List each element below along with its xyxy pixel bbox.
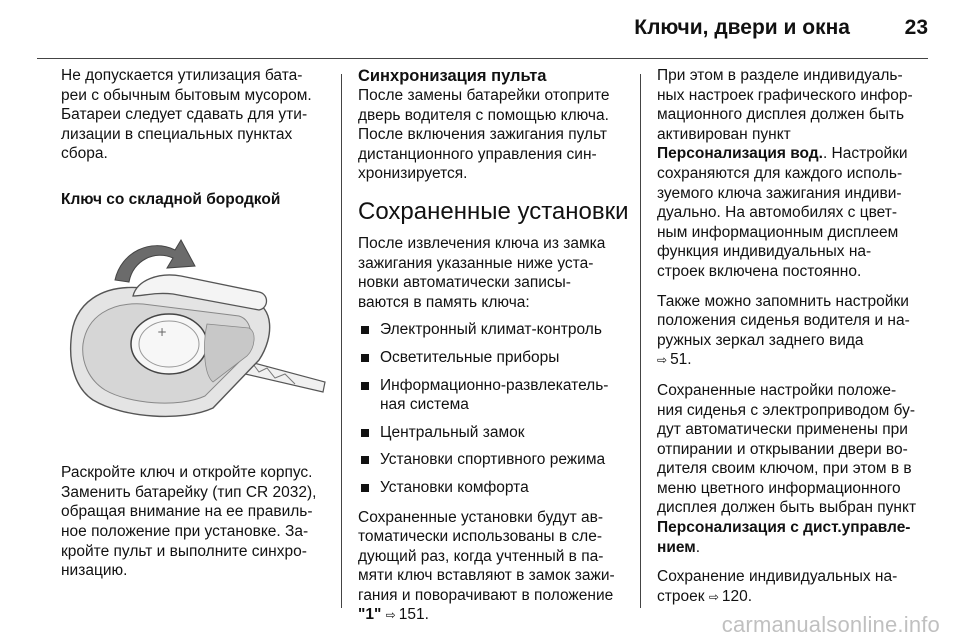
text-line: дистанционного управления син- bbox=[358, 145, 597, 163]
text-line: При этом в разделе индивидуаль- bbox=[657, 67, 903, 84]
page-header-title: Ключи, двери и окна bbox=[634, 16, 850, 39]
text-line: положения сиденья водителя и на- bbox=[657, 312, 910, 330]
sync-heading: Синхронизация пульта bbox=[358, 67, 547, 85]
watermark: carmanualsonline.info bbox=[721, 612, 940, 637]
column-1 bbox=[61, 66, 333, 591]
header-rule bbox=[37, 58, 928, 59]
page-reference-icon: ⇨ bbox=[657, 353, 668, 368]
text-line: кройте пульт и выполните синхро- bbox=[61, 542, 307, 560]
text-line: дующий раз, когда учтенный в па- bbox=[358, 547, 604, 565]
battery-replacement-paragraph bbox=[61, 463, 333, 581]
text-line: хронизируется. bbox=[358, 165, 468, 183]
column-divider-2 bbox=[640, 74, 641, 608]
text-line: новки автоматически записы- bbox=[358, 274, 571, 292]
seat-mirror-paragraph bbox=[657, 292, 939, 371]
menu-item-remote-personalization: Персонализация с дист.управле- bbox=[657, 519, 911, 537]
text-line: Сохранение индивидуальных на- bbox=[657, 568, 898, 586]
sync-paragraph bbox=[358, 86, 636, 184]
text-line: ружных зеркал заднего вида bbox=[657, 331, 864, 349]
list-item: Электронный климат-контроль bbox=[358, 320, 636, 340]
individual-settings-paragraph bbox=[657, 567, 939, 607]
text-line: зуемого ключа зажигания индиви- bbox=[657, 184, 902, 202]
saved-settings-list bbox=[358, 320, 636, 497]
menu-item-remote-personalization-cont: нием bbox=[657, 538, 696, 556]
text-line: обращая внимание на ее правиль- bbox=[61, 503, 313, 521]
battery-coin bbox=[131, 314, 207, 374]
text-line: дителя своим ключом, при этом в в bbox=[657, 460, 912, 478]
text-line: Сохраненные установки будут ав- bbox=[358, 508, 604, 526]
text-line: дверь водителя с помощью ключа. bbox=[358, 106, 609, 124]
text-line: Не допускается утилизация бата- bbox=[61, 67, 303, 84]
text-line: сохраняются для каждого исполь- bbox=[657, 164, 903, 182]
text-line: ния сиденья с электроприводом бу- bbox=[657, 401, 915, 419]
column-2 bbox=[358, 66, 636, 636]
personalization-paragraph: При этом в разделе индивидуаль- ных настроек графического инфор- мационного дисплея должен быть активирован пункт Персонализация вод.. Настройки сохраняются для каждого исполь- зуемого ключа зажигания индиви- дуально. На автомобилях с цвет- ным информационным дисплеем функция индивидуальных на- строек включена постоянно. bbox=[657, 67, 913, 280]
text-line: ным информационным дисплеем bbox=[657, 223, 899, 241]
text-line: После замены батарейки отоприте bbox=[358, 87, 610, 104]
text-line: строек включена постоянно. bbox=[657, 262, 862, 280]
battery-disposal-paragraph bbox=[61, 66, 333, 164]
column-3 bbox=[657, 66, 939, 617]
column-divider-1 bbox=[341, 74, 342, 608]
saved-settings-usage-paragraph bbox=[358, 508, 636, 627]
text-line: лизации в специальных пунктах bbox=[61, 125, 293, 143]
page-number: 23 bbox=[904, 16, 928, 39]
text-line: томатически использованы в сле- bbox=[358, 528, 602, 546]
ignition-position-label: "1" bbox=[358, 606, 382, 624]
list-item: Установки спортивного режима bbox=[358, 450, 636, 470]
text-line: меню цветного информационного bbox=[657, 479, 901, 497]
text-line: строек bbox=[657, 587, 705, 605]
page-reference-link[interactable]: 120. bbox=[721, 587, 753, 605]
page-reference-link[interactable]: 151. bbox=[398, 606, 429, 624]
text-line: Батареи следует сдавать для ути- bbox=[61, 106, 308, 124]
text-line: реи с обычным бытовым мусором. bbox=[61, 86, 312, 104]
text-line: ное положение при установке. За- bbox=[61, 522, 309, 540]
text-line: Также можно запомнить настройки bbox=[657, 292, 909, 310]
text-line: низацию. bbox=[61, 562, 128, 580]
text-line: ваются в память ключа: bbox=[358, 293, 530, 311]
text-line: Сохраненные настройки положе- bbox=[657, 381, 897, 399]
folding-key-subheading: Ключ со складной бородкой bbox=[61, 190, 281, 208]
text-line: мяти ключ вставляют в замок зажи- bbox=[358, 567, 615, 585]
open-direction-arrow bbox=[115, 240, 195, 282]
text-line: мационного дисплея должен быть bbox=[657, 106, 905, 124]
text-line: сбора. bbox=[61, 145, 108, 163]
text-line: Заменить батарейку (тип CR 2032), bbox=[61, 483, 317, 501]
page-reference-link[interactable]: 51. bbox=[670, 351, 692, 369]
text-line: После включения зажигания пульт bbox=[358, 126, 608, 144]
text-line: Раскройте ключ и откройте корпус. bbox=[61, 464, 313, 482]
list-item: Информационно-развлекатель- ная система bbox=[358, 376, 636, 415]
page-reference-icon: ⇨ bbox=[708, 589, 719, 604]
menu-item-driver-personalization: Персонализация вод. bbox=[657, 145, 823, 163]
text-line: функция индивидуальных на- bbox=[657, 243, 872, 261]
saved-settings-intro bbox=[358, 234, 636, 312]
text-line: активирован пункт bbox=[657, 125, 791, 143]
text-line: зажигания указанные ниже уста- bbox=[358, 254, 594, 272]
text-line: отпирании и открывании двери во- bbox=[657, 440, 908, 458]
list-item: Центральный замок bbox=[358, 423, 636, 443]
text-line: дуально. На автомобилях с цвет- bbox=[657, 204, 898, 222]
text-line: ных настроек графического инфор- bbox=[657, 86, 913, 104]
text-line: После извлечения ключа из замка bbox=[358, 234, 606, 252]
page-reference-icon: ⇨ bbox=[385, 608, 396, 623]
svg-text:+: + bbox=[157, 324, 168, 339]
power-seat-paragraph: Сохраненные настройки положе- ния сиденья с электроприводом бу- дут автоматически применены при отпирании и открывании двери во- дителя своим ключом, при этом в в меню цветного информационного дисплея должен быть выбран пункт Персонализация с дист.управле- нием. bbox=[657, 381, 917, 556]
text-line: гания и поворачивают в положение bbox=[358, 586, 614, 604]
key-battery-illustration bbox=[63, 232, 331, 422]
list-item: Осветительные приборы bbox=[358, 348, 636, 368]
saved-settings-heading: Сохраненные установки bbox=[358, 197, 629, 225]
list-item: Установки комфорта bbox=[358, 478, 636, 498]
text-line: дисплея должен быть выбран пункт bbox=[657, 499, 917, 517]
text-line: дут автоматически применены при bbox=[657, 421, 908, 439]
